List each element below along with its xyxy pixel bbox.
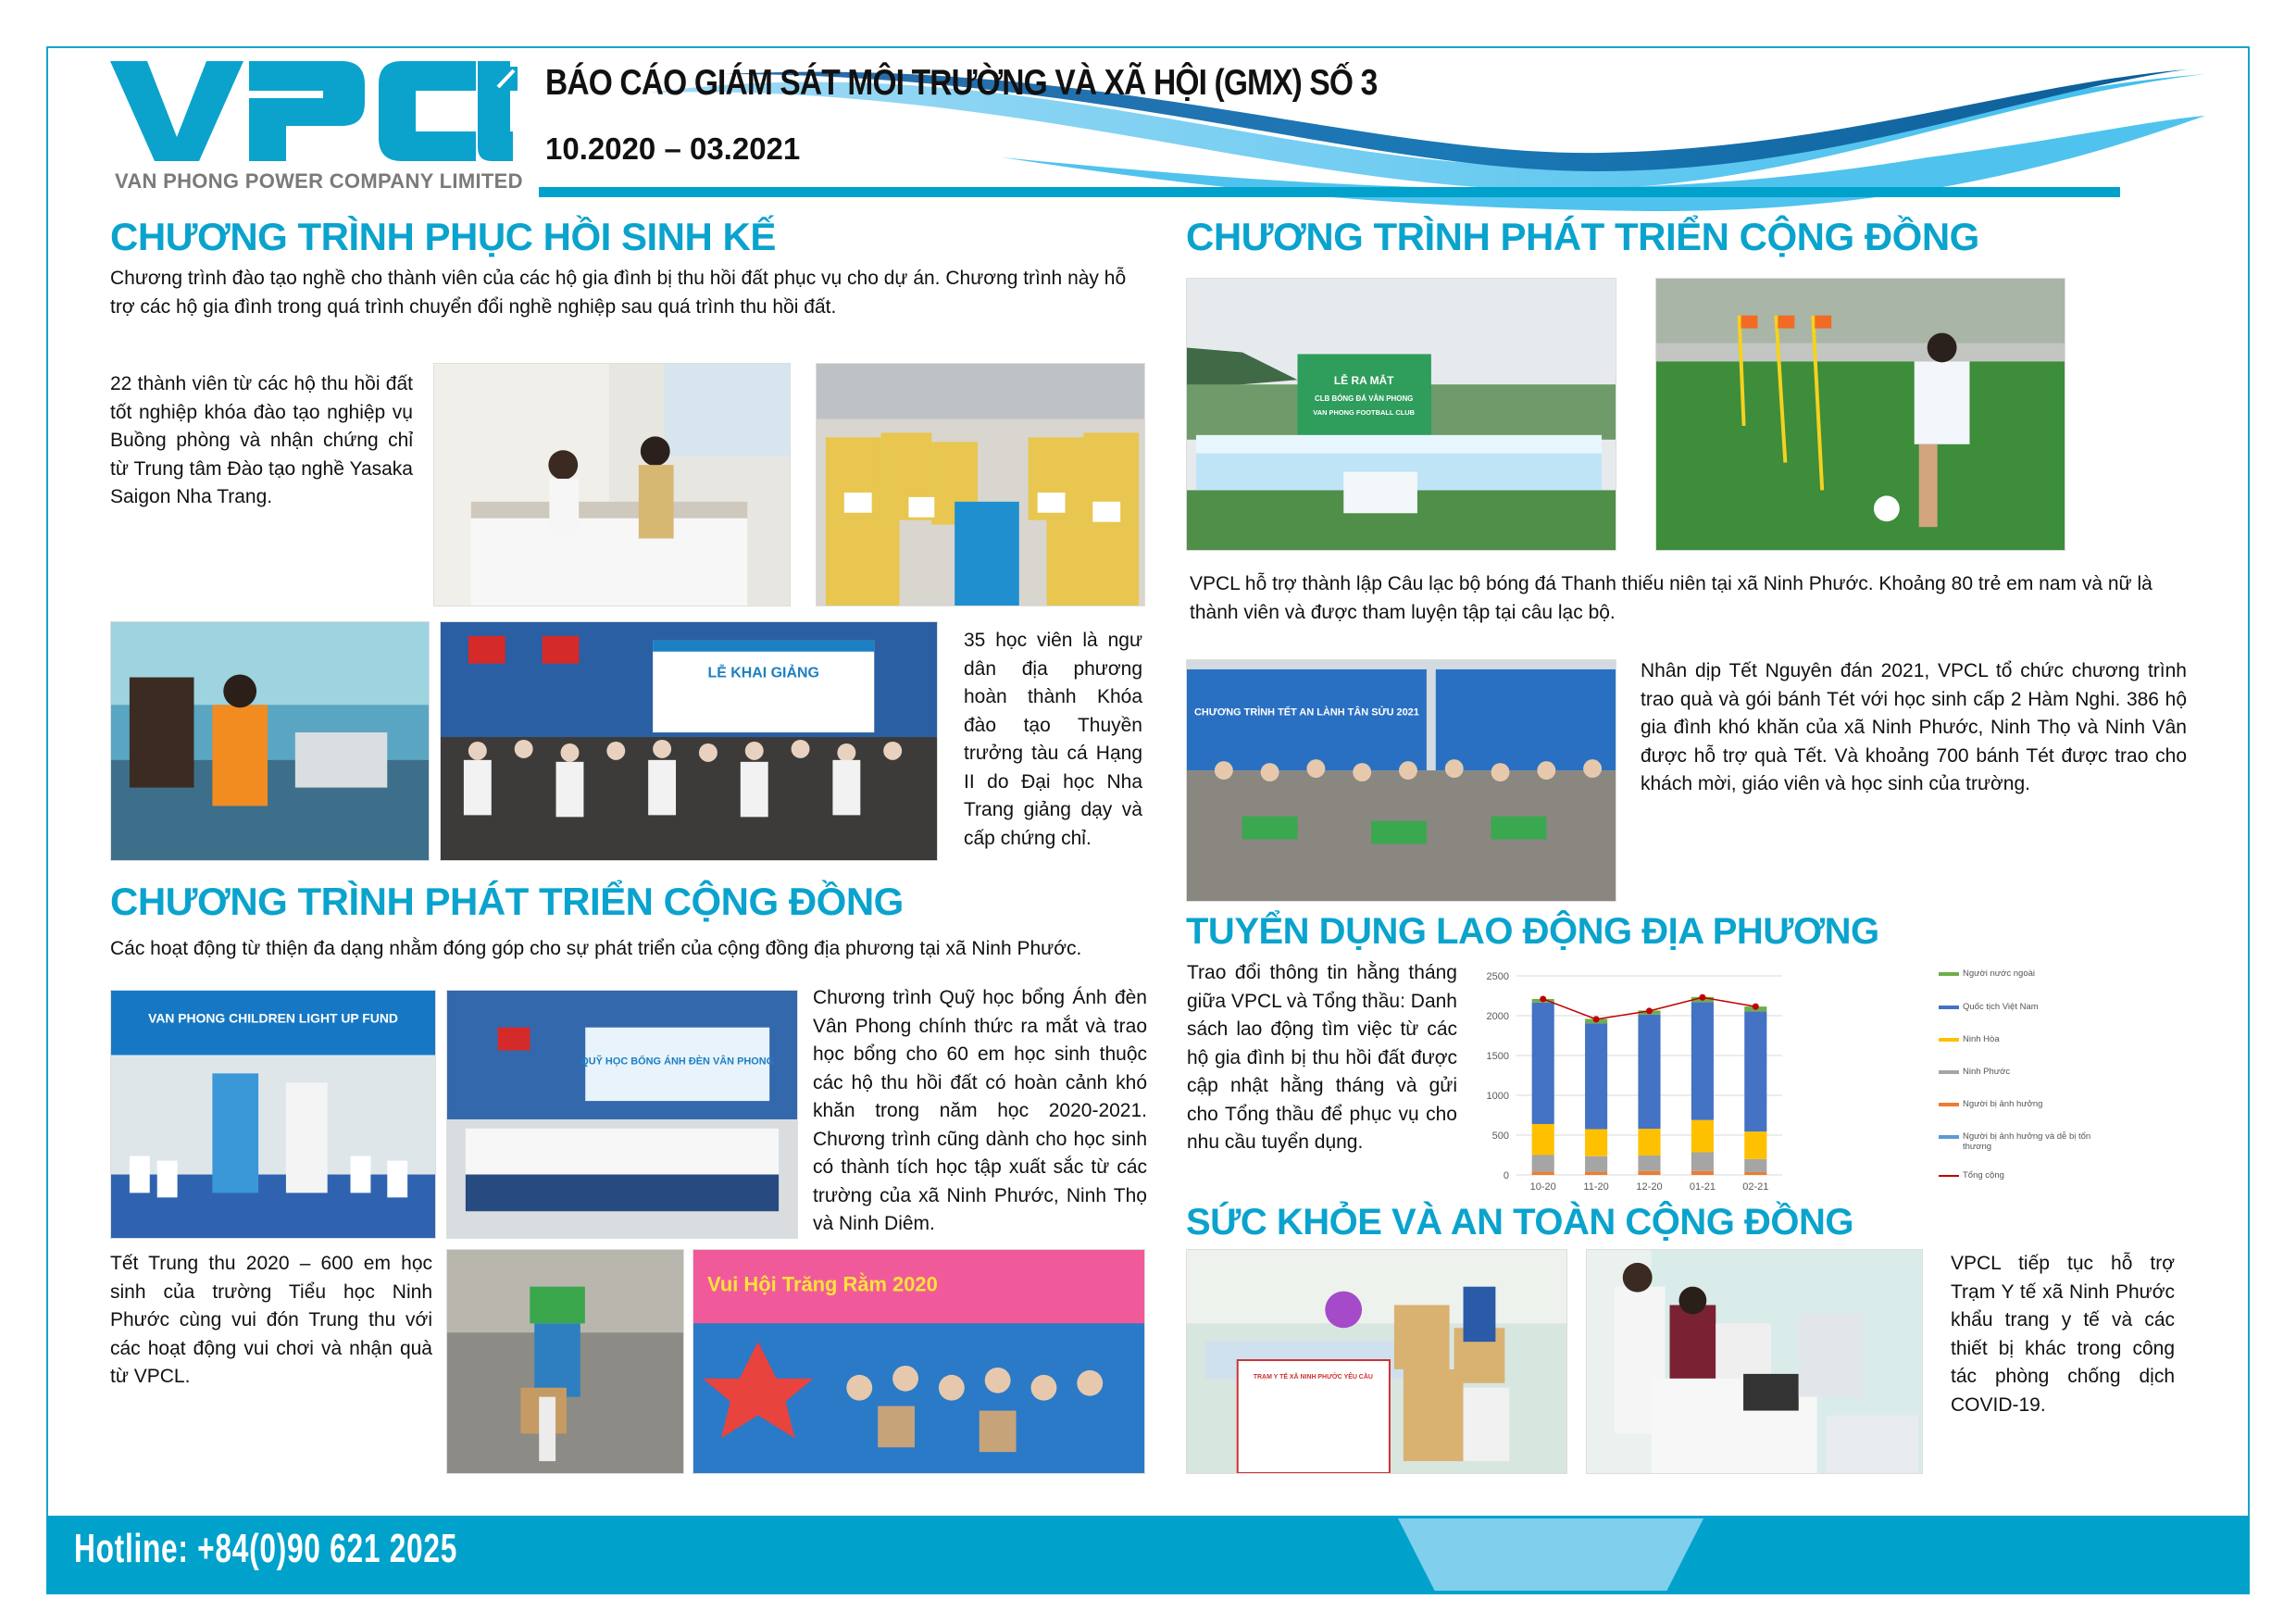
heading-livelihood: CHƯƠNG TRÌNH PHỤC HỒI SINH KẾ [110, 215, 776, 258]
stacked-bar-chart [1472, 959, 1787, 1191]
report-title: BÁO CÁO GIÁM SÁT MÔI TRƯỜNG VÀ XÃ HỘI (GMX) SỐ 3 [545, 63, 1378, 103]
bar-segment [1585, 1023, 1607, 1129]
photo-tet-program [1186, 659, 1616, 902]
legend-item [1939, 1131, 2115, 1152]
svg-text:02-21: 02-21 [1742, 1181, 1769, 1191]
legend-swatch-icon [1939, 972, 1959, 976]
bar-segment [1532, 1156, 1554, 1172]
bar-segment [1691, 1120, 1714, 1153]
hotline-text[interactable]: Hotline: +84(0)90 621 2025 [74, 1526, 458, 1571]
photo-clinic-donation [1186, 1249, 1567, 1474]
legend-item [1939, 1067, 2115, 1077]
community-intro: Các hoạt động từ thiện đa dạng nhằm đóng góp cho sự phát triển của cộng đồng địa phương tại xã Ninh Phước. [110, 938, 1082, 959]
tet-text: Nhân dịp Tết Nguyên đán 2021, VPCL tổ chức chương trình trao quà và gói bánh Tét với học sinh cấp 2 Hàm Nghi. 386 hộ gia đình khó khăn của xã Ninh Phước, Ninh Thọ và Ninh Vân được hỗ trợ quà Tết. Và khoảng 700 bánh Tét được trao cho khách mời, giáo viên và học sinh của trường. [1641, 660, 2187, 794]
legend-item [1939, 1034, 2115, 1044]
housekeeping-text: 22 thành viên từ các hộ thu hồi đất tốt nghiệp khóa đào tạo nghiệp vụ Buồng phòng và nhận chứng chỉ từ Trung tâm Đào tạo nghề Yasaka Saigon Nha Trang. [110, 373, 413, 507]
legend-item [1939, 1170, 2115, 1181]
bar-segment [1638, 1015, 1660, 1129]
bar-segment [1691, 1152, 1714, 1170]
photo-festival [693, 1249, 1145, 1474]
svg-text:01-21: 01-21 [1689, 1181, 1716, 1191]
svg-text:10-20: 10-20 [1529, 1181, 1556, 1191]
bar-segment [1585, 1130, 1607, 1156]
bar-segment [1744, 1011, 1766, 1131]
svg-text:LỄ KHAI GIẢNG: LỄ KHAI GIẢNG [707, 665, 819, 681]
legend-swatch-icon [1939, 1006, 1959, 1009]
bar-segment [1744, 1131, 1766, 1159]
svg-text:QUỸ HỌC BỔNG ÁNH ĐÈN VÂN PHONG: QUỸ HỌC BỔNG ÁNH ĐÈN VÂN PHONG [580, 1056, 775, 1068]
photo-hotel-training [433, 363, 791, 606]
captain-training-text: 35 học viên là ngư dân địa phương hoàn thành Khóa đào tạo Thuyền trưởng tàu cá Hạng II do Đại học Nha Trang giảng dạy và cấp chứng chỉ. [964, 630, 1142, 849]
legend-label: Người bị ảnh hưởng và dễ bị tổn thương [1963, 1131, 2091, 1152]
bar-segment [1638, 1171, 1660, 1175]
svg-text:1000: 1000 [1486, 1091, 1509, 1102]
photo-football-training [1655, 278, 2065, 551]
bar-segment [1585, 1172, 1607, 1175]
bar-segment [1638, 1156, 1660, 1171]
photo-football-club-launch [1186, 278, 1616, 551]
bar-segment [1691, 1171, 1714, 1175]
legend-swatch-icon [1939, 1070, 1959, 1074]
heading-health: SỨC KHỎE VÀ AN TOÀN CỘNG ĐỒNG [1186, 1202, 1853, 1243]
heading-community-right: CHƯƠNG TRÌNH PHÁT TRIỂN CỘNG ĐỒNG [1186, 215, 1979, 258]
svg-text:11-20: 11-20 [1583, 1181, 1609, 1191]
photo-opening-ceremony [440, 621, 938, 861]
health-text: VPCL tiếp tục hỗ trợ Trạm Y tế xã Ninh Phước khẩu trang y tế và các thiết bị khác trong công tác phòng chống dịch COVID-19. [1951, 1253, 2175, 1416]
photo-scholarship-group [446, 990, 798, 1239]
svg-text:2500: 2500 [1486, 971, 1509, 982]
photo-child-with-box [446, 1249, 684, 1474]
svg-text:1500: 1500 [1486, 1051, 1509, 1062]
svg-text:12-20: 12-20 [1636, 1181, 1663, 1191]
heading-recruitment: TUYỂN DỤNG LAO ĐỘNG ĐỊA PHƯƠNG [1186, 911, 1879, 952]
legend-swatch-icon [1939, 1038, 1959, 1042]
bar-segment [1691, 1002, 1714, 1119]
footer-tab-decoration [1398, 1518, 1703, 1591]
legend-line-marker-icon [1939, 1175, 1959, 1177]
svg-text:CHƯƠNG TRÌNH TẾT AN LÀNH TÂN S: CHƯƠNG TRÌNH TẾT AN LÀNH TÂN SỬU 2021 [1194, 706, 1419, 718]
photo-clinic-equipment [1586, 1249, 1923, 1474]
bar-segment [1532, 1124, 1554, 1156]
legend-swatch-icon [1939, 1135, 1959, 1139]
bar-segment [1638, 1129, 1660, 1156]
livelihood-intro: Chương trình đào tạo nghề cho thành viên của các hộ gia đình bị thu hồi đất phục vụ cho dự án. Chương trình này hỗ trợ các hộ gia đình trong quá trình chuyển đổi nghề nghiệp sau quá trình thu hồi đất. [110, 268, 1127, 318]
recruitment-chart [1472, 959, 1933, 1191]
photo-boat-training [110, 621, 430, 861]
legend-label: Quốc tịch Việt Nam [1963, 1002, 2039, 1012]
company-name: VAN PHONG POWER COMPANY LIMITED [115, 169, 523, 193]
scholarship-text: Chương trình Quỹ học bổng Ánh đèn Vân Phong chính thức ra mắt và trao học bổng cho 60 em học sinh thuộc các hộ thu hồi đất có hoàn cảnh khó khăn trong năm học 2020-2021. Chương trình cũng dành cho học sinh có thành tích học tập xuất sắc từ các trường của xã Ninh Phước, Ninh Thọ và Ninh Diêm. [813, 987, 1147, 1234]
svg-text:VAN PHONG FOOTBALL CLUB: VAN PHONG FOOTBALL CLUB [1313, 408, 1416, 417]
football-club-text: VPCL hỗ trợ thành lập Câu lạc bộ bóng đá Thanh thiếu niên tại xã Ninh Phước. Khoảng 80 trẻ em nam và nữ là thành viên và được tham luyện tập tại câu lạc bộ. [1190, 573, 2152, 623]
legend-item [1939, 968, 2115, 979]
bar-segment [1744, 1159, 1766, 1172]
legend-label: Tổng cộng [1963, 1170, 2004, 1181]
legend-label: Người bị ảnh hưởng [1963, 1099, 2043, 1109]
svg-text:CLB BÓNG ĐÁ VÂN PHONG: CLB BÓNG ĐÁ VÂN PHONG [1314, 394, 1414, 404]
report-period: 10.2020 – 03.2021 [545, 131, 801, 166]
bar-segment [1585, 1156, 1607, 1172]
legend-item [1939, 1099, 2115, 1109]
photo-certificate-group [816, 363, 1145, 606]
bar-segment [1532, 1172, 1554, 1175]
legend-label: Người nước ngoài [1963, 968, 2035, 979]
svg-text:0: 0 [1503, 1170, 1509, 1181]
midautumn-text: Tết Trung thu 2020 – 600 em học sinh của trường Tiểu học Ninh Phước cùng vui đón Trung thu với các hoạt động vui chơi và nhận quà từ VPCL. [110, 1253, 432, 1387]
header-divider [539, 187, 2120, 197]
svg-text:VAN PHONG CHILDREN LIGHT UP FU: VAN PHONG CHILDREN LIGHT UP FUND [148, 1010, 398, 1026]
svg-text:Vui Hội Trăng Rằm 2020: Vui Hội Trăng Rằm 2020 [707, 1272, 938, 1296]
heading-community-left: CHƯƠNG TRÌNH PHÁT TRIỂN CỘNG ĐỒNG [110, 880, 904, 923]
recruitment-text: Trao đổi thông tin hằng tháng giữa VPCL và Tổng thầu: Danh sách lao động tìm việc từ các hộ gia đình bị thu hồi đất được cập nhật hằng tháng và gửi cho Tổng thầu để phục vụ cho nhu cầu tuyển dụng. [1187, 962, 1457, 1153]
legend-item [1939, 1002, 2115, 1012]
legend-swatch-icon [1939, 1103, 1959, 1106]
bar-segment [1744, 1172, 1766, 1175]
bar-segment [1532, 1003, 1554, 1124]
vpcl-logo [110, 61, 520, 163]
photo-light-up-fund [110, 990, 436, 1239]
svg-text:500: 500 [1491, 1131, 1509, 1142]
svg-text:TRẠM Y TẾ XÃ NINH PHƯỚC YÊU CẦ: TRẠM Y TẾ XÃ NINH PHƯỚC YÊU CẦU [1253, 1373, 1373, 1380]
svg-text:LỄ RA MẮT: LỄ RA MẮT [1333, 374, 1394, 388]
svg-text:2000: 2000 [1486, 1011, 1509, 1022]
chart-legend [1939, 968, 2124, 1191]
legend-label: Ninh Hòa [1963, 1034, 2000, 1044]
legend-label: Ninh Phước [1963, 1067, 2011, 1077]
